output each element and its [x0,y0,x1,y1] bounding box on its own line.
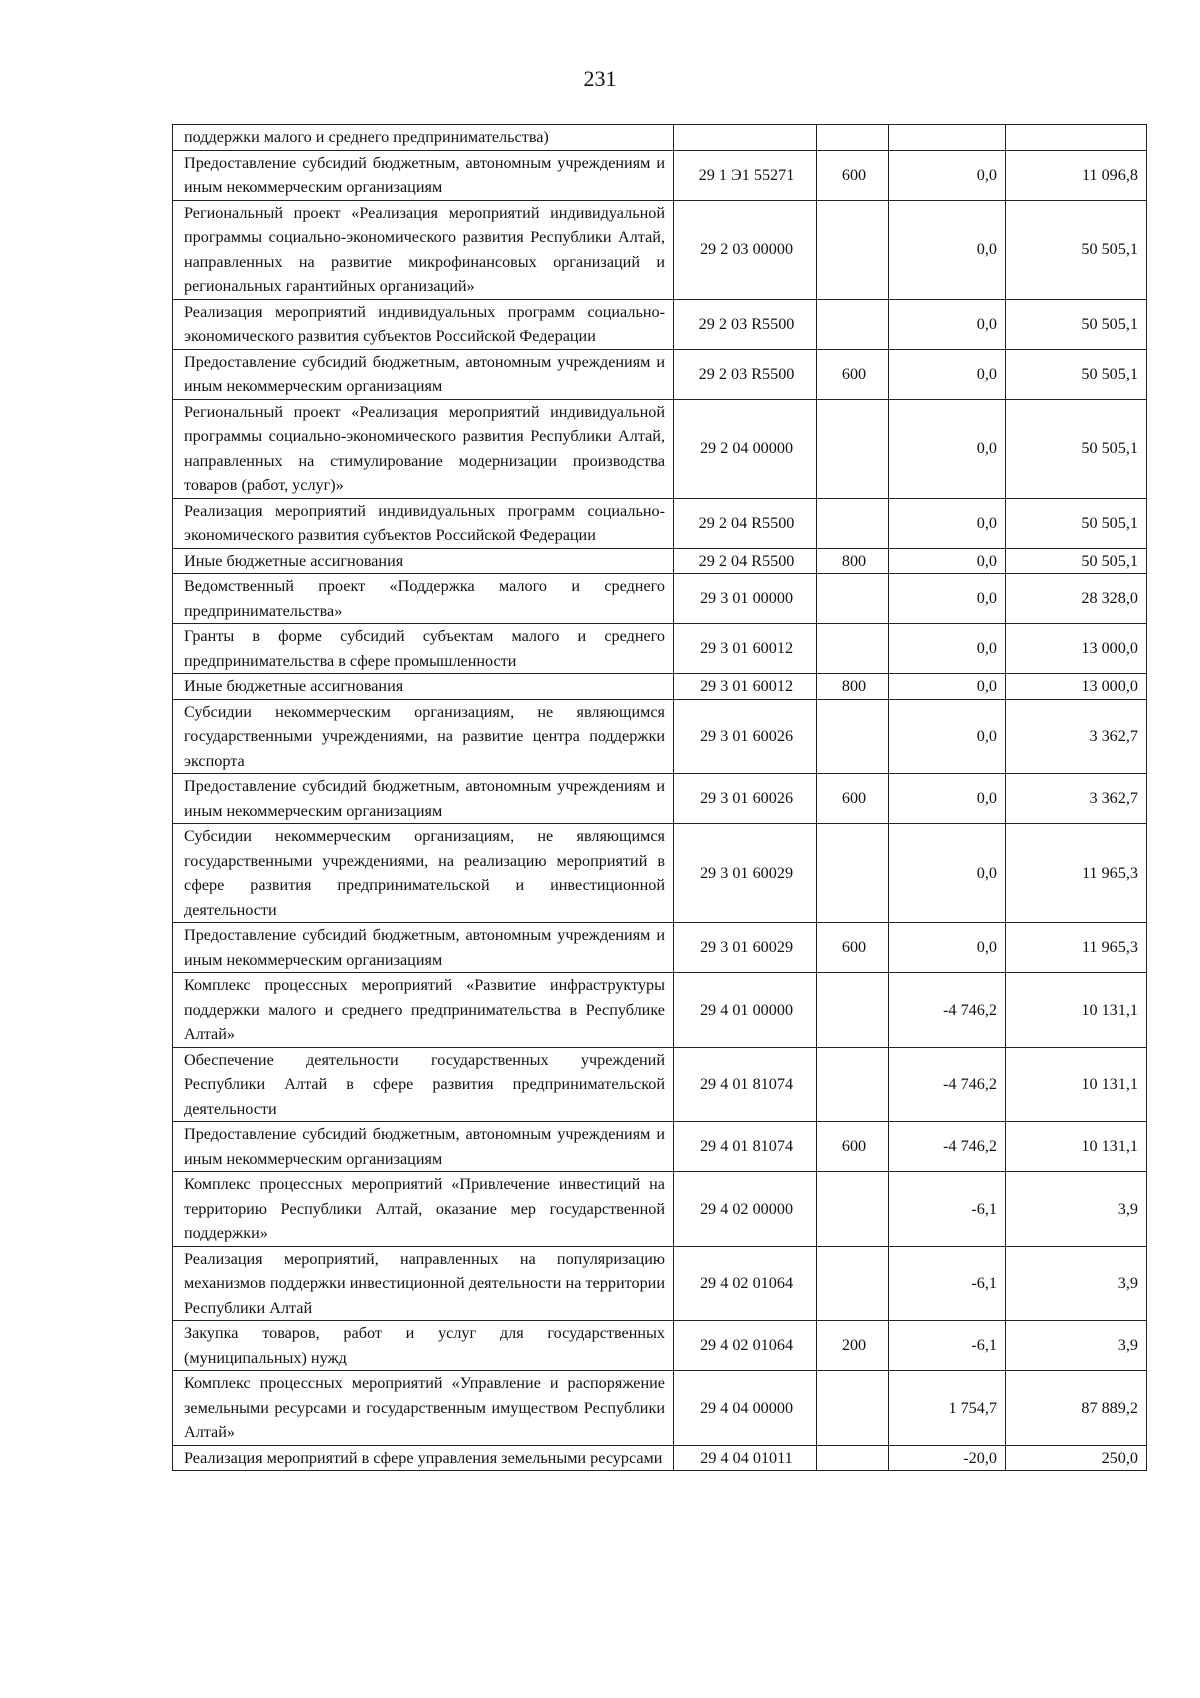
row-total-amount: 3 362,7 [1006,774,1147,824]
row-description: Субсидии некоммерческим организациям, не являющимся государственными учреждениями, на реализацию мероприятий в сфере развития предпринимательской и инвестиционной деятельности [173,824,674,923]
row-target-code: 29 4 01 81074 [674,1047,817,1122]
table-row [173,498,1147,548]
row-expense-type [817,1445,889,1471]
row-total-amount: 13 000,0 [1006,624,1147,674]
row-change-amount: 0,0 [889,774,1006,824]
row-expense-type: 600 [817,349,889,399]
row-change-amount: -20,0 [889,1445,1006,1471]
row-target-code: 29 4 02 00000 [674,1172,817,1247]
row-total-amount: 28 328,0 [1006,574,1147,624]
row-description: Реализация мероприятий в сфере управления земельными ресурсами [173,1445,674,1471]
row-change-amount: -4 746,2 [889,973,1006,1048]
row-change-amount: -4 746,2 [889,1122,1006,1172]
table-row [173,299,1147,349]
row-description: Региональный проект «Реализация мероприятий индивидуальной программы социально-экономического развития Республики Алтай, направленных на стимулирование модернизации производства товаров (работ, услуг)» [173,399,674,498]
row-expense-type [817,399,889,498]
row-description: Предоставление субсидий бюджетным, автономным учреждениям и иным некоммерческим организациям [173,349,674,399]
table-row [173,125,1147,151]
row-description: Иные бюджетные ассигнования [173,548,674,574]
row-target-code: 29 4 01 00000 [674,973,817,1048]
row-change-amount: 0,0 [889,548,1006,574]
row-expense-type [817,824,889,923]
table-row [173,1122,1147,1172]
table-row [173,973,1147,1048]
row-change-amount: 0,0 [889,674,1006,700]
row-total-amount [1006,125,1147,151]
row-total-amount: 50 505,1 [1006,498,1147,548]
table-row [173,624,1147,674]
row-description: Предоставление субсидий бюджетным, автономным учреждениям и иным некоммерческим организациям [173,1122,674,1172]
row-description: Ведомственный проект «Поддержка малого и среднего предпринимательства» [173,574,674,624]
row-target-code: 29 4 02 01064 [674,1246,817,1321]
row-expense-type: 600 [817,1122,889,1172]
row-target-code [674,125,817,151]
row-description: Комплекс процессных мероприятий «Привлечение инвестиций на территорию Республики Алтай, оказание мер государственной поддержки» [173,1172,674,1247]
row-change-amount: 0,0 [889,624,1006,674]
row-target-code: 29 2 04 R5500 [674,498,817,548]
row-total-amount: 10 131,1 [1006,1047,1147,1122]
row-target-code: 29 3 01 60029 [674,923,817,973]
row-change-amount: 0,0 [889,699,1006,774]
row-total-amount: 87 889,2 [1006,1371,1147,1446]
table-row [173,1371,1147,1446]
row-total-amount: 13 000,0 [1006,674,1147,700]
table-row [173,1445,1147,1471]
row-expense-type: 800 [817,674,889,700]
row-expense-type [817,498,889,548]
table-row [173,674,1147,700]
table-row [173,349,1147,399]
row-description: Предоставление субсидий бюджетным, автономным учреждениям и иным некоммерческим организациям [173,150,674,200]
row-description: Субсидии некоммерческим организациям, не являющимся государственными учреждениями, на развитие центра поддержки экспорта [173,699,674,774]
row-total-amount: 3,9 [1006,1172,1147,1247]
row-total-amount: 11 965,3 [1006,824,1147,923]
row-target-code: 29 2 04 R5500 [674,548,817,574]
row-expense-type [817,125,889,151]
budget-table [172,124,1147,1471]
row-expense-type [817,1047,889,1122]
row-target-code: 29 2 03 R5500 [674,349,817,399]
row-description: Обеспечение деятельности государственных учреждений Республики Алтай в сфере развития предпринимательской деятельности [173,1047,674,1122]
table-row [173,574,1147,624]
row-change-amount: 0,0 [889,498,1006,548]
row-expense-type [817,699,889,774]
row-total-amount: 50 505,1 [1006,399,1147,498]
row-expense-type [817,1246,889,1321]
table-row [173,1246,1147,1321]
row-description: Региональный проект «Реализация мероприятий индивидуальной программы социально-экономического развития Республики Алтай, направленных на развитие микрофинансовых организаций и региональных гарантийных организаций» [173,200,674,299]
table-row [173,824,1147,923]
row-target-code: 29 4 01 81074 [674,1122,817,1172]
table-row [173,699,1147,774]
row-expense-type [817,200,889,299]
row-description: Гранты в форме субсидий субъектам малого и среднего предпринимательства в сфере промышленности [173,624,674,674]
budget-table-body [173,125,1147,1471]
row-expense-type [817,1172,889,1247]
row-change-amount: 0,0 [889,399,1006,498]
page-number: 231 [583,66,617,91]
row-description: Реализация мероприятий, направленных на популяризацию механизмов поддержки инвестиционной деятельности на территории Республики Алтай [173,1246,674,1321]
row-expense-type [817,973,889,1048]
table-row [173,399,1147,498]
row-description: Закупка товаров, работ и услуг для государственных (муниципальных) нужд [173,1321,674,1371]
table-row [173,548,1147,574]
row-total-amount: 11 096,8 [1006,150,1147,200]
row-total-amount: 50 505,1 [1006,200,1147,299]
row-change-amount: 0,0 [889,150,1006,200]
row-total-amount: 250,0 [1006,1445,1147,1471]
table-row [173,200,1147,299]
row-target-code: 29 3 01 60026 [674,699,817,774]
row-expense-type: 200 [817,1321,889,1371]
row-total-amount: 50 505,1 [1006,548,1147,574]
row-change-amount [889,125,1006,151]
row-expense-type [817,299,889,349]
row-target-code: 29 3 01 60012 [674,674,817,700]
row-target-code: 29 3 01 60029 [674,824,817,923]
table-row [173,774,1147,824]
row-total-amount: 10 131,1 [1006,1122,1147,1172]
row-change-amount: -6,1 [889,1246,1006,1321]
row-total-amount: 10 131,1 [1006,973,1147,1048]
row-change-amount: 0,0 [889,574,1006,624]
row-change-amount: -6,1 [889,1172,1006,1247]
row-change-amount: -4 746,2 [889,1047,1006,1122]
row-description: Комплекс процессных мероприятий «Управление и распоряжение земельными ресурсами и государственным имуществом Республики Алтай» [173,1371,674,1446]
row-change-amount: 0,0 [889,824,1006,923]
row-change-amount: -6,1 [889,1321,1006,1371]
row-description: Иные бюджетные ассигнования [173,674,674,700]
row-change-amount: 0,0 [889,923,1006,973]
row-expense-type: 600 [817,923,889,973]
row-total-amount: 3,9 [1006,1321,1147,1371]
row-expense-type [817,1371,889,1446]
row-target-code: 29 3 01 00000 [674,574,817,624]
row-total-amount: 50 505,1 [1006,349,1147,399]
row-change-amount: 1 754,7 [889,1371,1006,1446]
row-expense-type [817,624,889,674]
row-total-amount: 3,9 [1006,1246,1147,1321]
table-row [173,1172,1147,1247]
row-total-amount: 50 505,1 [1006,299,1147,349]
row-target-code: 29 2 04 00000 [674,399,817,498]
row-expense-type: 600 [817,150,889,200]
row-description: Реализация мероприятий индивидуальных программ социально-экономического развития субъектов Российской Федерации [173,498,674,548]
row-expense-type [817,574,889,624]
row-target-code: 29 1 Э1 55271 [674,150,817,200]
row-description: Предоставление субсидий бюджетным, автономным учреждениям и иным некоммерческим организациям [173,923,674,973]
row-change-amount: 0,0 [889,299,1006,349]
row-target-code: 29 4 04 01011 [674,1445,817,1471]
row-target-code: 29 2 03 R5500 [674,299,817,349]
row-expense-type: 600 [817,774,889,824]
row-target-code: 29 2 03 00000 [674,200,817,299]
table-row [173,150,1147,200]
row-total-amount: 11 965,3 [1006,923,1147,973]
row-description: поддержки малого и среднего предпринимательства) [173,125,674,151]
row-description: Предоставление субсидий бюджетным, автономным учреждениям и иным некоммерческим организациям [173,774,674,824]
row-total-amount: 3 362,7 [1006,699,1147,774]
table-row [173,1047,1147,1122]
table-row [173,923,1147,973]
table-row [173,1321,1147,1371]
row-change-amount: 0,0 [889,200,1006,299]
row-description: Комплекс процессных мероприятий «Развитие инфраструктуры поддержки малого и среднего предпринимательства в Республике Алтай» [173,973,674,1048]
row-change-amount: 0,0 [889,349,1006,399]
row-target-code: 29 3 01 60012 [674,624,817,674]
row-expense-type: 800 [817,548,889,574]
row-target-code: 29 4 02 01064 [674,1321,817,1371]
row-target-code: 29 3 01 60026 [674,774,817,824]
row-target-code: 29 4 04 00000 [674,1371,817,1446]
row-description: Реализация мероприятий индивидуальных программ социально-экономического развития субъектов Российской Федерации [173,299,674,349]
